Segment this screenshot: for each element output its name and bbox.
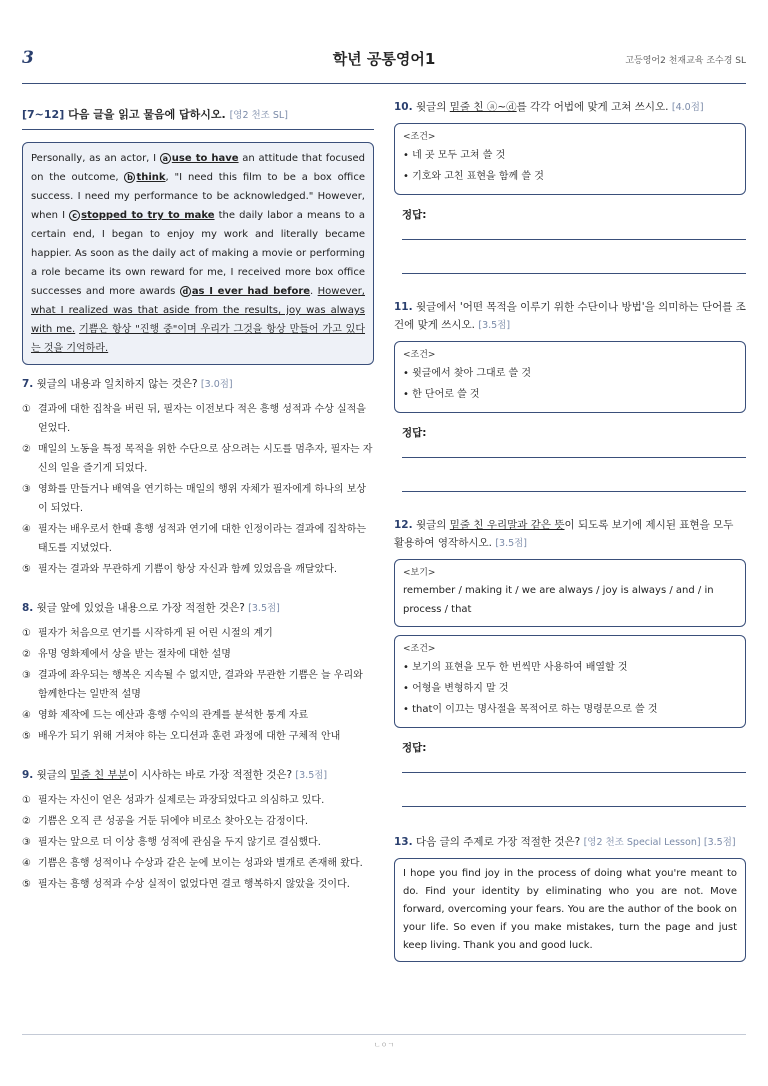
condition-item: • 네 곳 모두 고쳐 쓸 것 bbox=[403, 150, 506, 161]
question-tag: [영2 천조 Special Lesson] bbox=[583, 837, 701, 848]
question-10 bbox=[394, 98, 746, 274]
condition-item: • 어형을 변형하지 말 것 bbox=[403, 683, 509, 694]
option-number: ① bbox=[22, 628, 31, 639]
points: [3.5점] bbox=[295, 770, 328, 781]
question-stem bbox=[22, 766, 374, 785]
option[interactable] bbox=[22, 400, 374, 438]
stem-text: 윗글에서 '어떤 목적을 이루기 위한 수단이나 방법'을 의미하는 단어를 조건에 맞게 쓰시오. bbox=[394, 301, 746, 331]
option[interactable] bbox=[22, 875, 374, 894]
answer-label: 정답: bbox=[402, 209, 427, 221]
condition-label: <조건> bbox=[403, 644, 436, 654]
passage-text: an attitude that focused on the outcome, bbox=[31, 153, 365, 183]
option[interactable] bbox=[22, 645, 374, 664]
option-text: 유명 영화제에서 상을 받는 절차에 대한 설명 bbox=[38, 649, 231, 660]
question-stem bbox=[22, 599, 374, 618]
section-instruction: 다음 글을 읽고 물음에 답하시오. bbox=[68, 108, 226, 121]
answer-line[interactable] bbox=[402, 240, 746, 274]
stem-underline: 밑줄 친 부분 bbox=[70, 769, 128, 781]
option[interactable] bbox=[22, 854, 374, 873]
underline-a: use to have bbox=[171, 153, 239, 164]
points: [4.0점] bbox=[671, 102, 704, 113]
question-8 bbox=[22, 599, 374, 746]
points: [3.5점] bbox=[703, 837, 736, 848]
page-number: 3 bbox=[22, 48, 34, 68]
stem-text: 이 되도록 보기에 제시된 표현을 모두 활용하여 영작하시오. bbox=[394, 519, 734, 549]
mark-a: a bbox=[160, 153, 171, 164]
answer-label: 정답: bbox=[402, 742, 427, 754]
footer-mark: ㄴㅇㄱ bbox=[373, 1041, 395, 1049]
condition-text: 네 곳 모두 고쳐 쓸 것 bbox=[412, 150, 506, 161]
section-heading bbox=[22, 106, 374, 130]
option-number: ④ bbox=[22, 858, 31, 869]
stem-text: 윗글의 bbox=[415, 519, 450, 531]
option-text: 배우가 되기 위해 거쳐야 하는 오디션과 훈련 과정에 대한 구체적 안내 bbox=[38, 731, 341, 742]
condition-text: 어형을 변형하지 말 것 bbox=[412, 683, 509, 694]
question-number: 9. bbox=[22, 769, 34, 781]
stem-underline: 밑줄 친 우리말과 같은 뜻 bbox=[449, 519, 565, 531]
option[interactable] bbox=[22, 560, 374, 579]
condition-item: • 한 단어로 쓸 것 bbox=[403, 389, 480, 400]
stem-underline: 밑줄 친 ⓐ~ⓓ bbox=[449, 101, 517, 113]
question-7 bbox=[22, 375, 374, 579]
condition-label: <조건> bbox=[403, 132, 436, 142]
option-number: ⑤ bbox=[22, 879, 31, 890]
underline-d: as I ever had before bbox=[191, 286, 311, 297]
condition-box bbox=[394, 341, 746, 413]
page-title: 학년 공통영어1 bbox=[332, 50, 436, 68]
option-number: ③ bbox=[22, 484, 31, 495]
option-number: ④ bbox=[22, 710, 31, 721]
question-number: 11. bbox=[394, 301, 413, 313]
mark-d: d bbox=[180, 286, 191, 297]
option-text: 매일의 노동을 특정 목적을 위한 수단으로 삼으려는 시도를 멈추자, 필자는 자신의 일을 즐기게 되었다. bbox=[38, 444, 373, 474]
question-number: 12. bbox=[394, 519, 413, 531]
mark-b: b bbox=[124, 172, 135, 183]
option[interactable] bbox=[22, 706, 374, 725]
option-text: 기쁨은 흥행 성적이나 수상과 같은 눈에 보이는 성과와 별개로 존재해 왔다. bbox=[38, 858, 363, 869]
question-stem bbox=[394, 298, 746, 335]
condition-text: that이 이끄는 명사절을 목적어로 하는 명령문으로 쓸 것 bbox=[412, 704, 658, 715]
option-number: ② bbox=[22, 444, 31, 455]
section-tag: [영2 천조 SL] bbox=[229, 110, 288, 121]
question-13 bbox=[394, 833, 746, 962]
korean-underline: 기쁨은 항상 "진행 중"이며 우리가 그것을 항상 만들어 가고 있다는 것을 기억하라. bbox=[31, 324, 366, 354]
answer-label: 정답: bbox=[402, 427, 427, 439]
condition-text: 윗글에서 찾아 그대로 쓸 것 bbox=[412, 368, 532, 379]
passage-text: the daily labor a means to a certain end, I began to enjoy my work and literally became happier. As soon as the daily act of making a movie or performing a role became its own reward for me, I received more box office successes and more awards bbox=[31, 210, 365, 297]
condition-text: 보기의 표현을 모두 한 번씩만 사용하여 배열할 것 bbox=[412, 662, 628, 673]
condition-label: <조건> bbox=[403, 350, 436, 360]
passage-text: I hope you find joy in the process of doing what you're meant to do. Find your identity by eliminating who you are not. Move forward, overcoming your fears. You are the author of the book on your life. So even if you make mistakes, turn the page and just keep living. Thank you and good luck. bbox=[403, 868, 737, 951]
option-text: 결과에 좌우되는 행복은 지속될 수 없지만, 결과와 무관한 기쁨은 늘 우리와 함께한다는 일반적 설명 bbox=[38, 670, 363, 700]
question-9 bbox=[22, 766, 374, 894]
answer-line[interactable] bbox=[402, 440, 746, 458]
points: [3.5점] bbox=[495, 538, 528, 549]
option[interactable] bbox=[22, 727, 374, 746]
question-stem bbox=[22, 375, 374, 394]
passage-box bbox=[394, 858, 746, 962]
question-11 bbox=[394, 298, 746, 492]
underlined-sentence: However, what I realized was that aside from the results, joy was always with me. bbox=[31, 286, 365, 335]
option-text: 필자는 배우로서 한때 흥행 성적과 연기에 대한 인정이라는 결과에 집착하는 태도를 지녔었다. bbox=[38, 524, 367, 554]
option-number: ① bbox=[22, 795, 31, 806]
answer-line[interactable] bbox=[402, 773, 746, 807]
stem-text: 를 각각 어법에 맞게 고쳐 쓰시오. bbox=[516, 101, 669, 113]
question-number: 10. bbox=[394, 101, 413, 113]
question-number: 7. bbox=[22, 378, 34, 390]
condition-item: • that이 이끄는 명사절을 목적어로 하는 명령문으로 쓸 것 bbox=[403, 704, 658, 715]
answer-line[interactable] bbox=[402, 755, 746, 773]
page-header bbox=[22, 44, 746, 84]
option-text: 필자는 흥행 성적과 수상 실적이 없었다면 결코 행복하지 않았을 것이다. bbox=[38, 879, 350, 890]
underline-c: stopped to try to make bbox=[81, 210, 215, 221]
answer-line[interactable] bbox=[402, 222, 746, 240]
question-number: 8. bbox=[22, 602, 34, 614]
stem-text: 이 시사하는 바로 가장 적절한 것은? bbox=[127, 769, 293, 781]
option-text: 영화 제작에 드는 예산과 흥행 수익의 관계를 분석한 통계 자료 bbox=[38, 710, 309, 721]
page-meta: 고등영어2 천재교육 조수경 SL bbox=[625, 56, 746, 66]
question-stem bbox=[394, 98, 746, 117]
stem-text: 윗글 앞에 있었을 내용으로 가장 적절한 것은? bbox=[36, 602, 245, 614]
option-text: 결과에 대한 집착을 버린 뒤, 필자는 이전보다 적은 흥행 성적과 수상 실적을 얻었다. bbox=[38, 404, 366, 434]
question-number: 13. bbox=[394, 836, 413, 848]
passage-text: Personally, as an actor, I bbox=[31, 153, 160, 164]
option[interactable] bbox=[22, 791, 374, 810]
option-number: ④ bbox=[22, 524, 31, 535]
option-text: 필자가 처음으로 연기를 시작하게 된 어린 시절의 계기 bbox=[38, 628, 273, 639]
option-number: ② bbox=[22, 816, 31, 827]
passage-text: . bbox=[310, 286, 318, 297]
option-text: 영화를 만들거나 배역을 연기하는 매일의 행위 자체가 필자에게 하나의 보상이 되었다. bbox=[38, 484, 367, 514]
option-number: ⑤ bbox=[22, 731, 31, 742]
option[interactable] bbox=[22, 833, 374, 852]
option[interactable] bbox=[22, 666, 374, 704]
points: [3.5점] bbox=[478, 320, 511, 331]
option[interactable] bbox=[22, 480, 374, 518]
option-number: ③ bbox=[22, 837, 31, 848]
points: [3.0점] bbox=[200, 379, 233, 390]
question-12 bbox=[394, 516, 746, 807]
passage-text: , "I need this film to be a box office success. I need my performance to be acknowledged." However, when I bbox=[31, 172, 366, 221]
option-number: ② bbox=[22, 649, 31, 660]
option-number: ① bbox=[22, 404, 31, 415]
option[interactable] bbox=[22, 624, 374, 643]
stem-text: 다음 글의 주제로 가장 적절한 것은? bbox=[415, 836, 581, 848]
stem-text: 윗글의 bbox=[36, 769, 71, 781]
stem-text: 윗글의 내용과 일치하지 않는 것은? bbox=[36, 378, 198, 390]
bogi-text: remember / making it / we are always / joy is always / and / in process / that bbox=[403, 585, 714, 615]
bogi-box bbox=[394, 559, 746, 627]
points: [3.5점] bbox=[248, 603, 280, 614]
option[interactable] bbox=[22, 520, 374, 558]
condition-text: 기호와 고친 표현을 함께 쓸 것 bbox=[412, 171, 544, 182]
option-number: ⑤ bbox=[22, 564, 31, 575]
mark-c: c bbox=[69, 210, 80, 221]
bogi-label: <보기> bbox=[403, 568, 436, 578]
option-text: 필자는 결과와 무관하게 기쁨이 항상 자신과 함께 있었음을 깨달았다. bbox=[38, 564, 338, 575]
condition-item: • 윗글에서 찾아 그대로 쓸 것 bbox=[403, 368, 532, 379]
condition-text: 한 단어로 쓸 것 bbox=[412, 389, 480, 400]
option[interactable] bbox=[22, 812, 374, 831]
right-column bbox=[394, 98, 746, 982]
condition-box bbox=[394, 635, 746, 728]
question-stem bbox=[394, 833, 746, 852]
underline-b: think bbox=[136, 172, 166, 183]
option-number: ③ bbox=[22, 670, 31, 681]
section-range: [7~12] bbox=[22, 108, 65, 121]
left-column bbox=[22, 98, 374, 914]
condition-box bbox=[394, 123, 746, 195]
condition-item: • 보기의 표현을 모두 한 번씩만 사용하여 배열할 것 bbox=[403, 662, 628, 673]
option[interactable] bbox=[22, 440, 374, 478]
option-text: 필자는 자신이 얻은 성과가 실제로는 과장되었다고 의심하고 있다. bbox=[38, 795, 325, 806]
reading-passage bbox=[22, 142, 374, 365]
option-text: 필자는 앞으로 더 이상 흥행 성적에 관심을 두지 않기로 결심했다. bbox=[38, 837, 321, 848]
footer-divider bbox=[22, 1034, 746, 1035]
option-text: 기쁨은 오직 큰 성공을 거둔 뒤에야 비로소 찾아오는 감정이다. bbox=[38, 816, 309, 827]
answer-line[interactable] bbox=[402, 458, 746, 492]
stem-text: 윗글의 bbox=[415, 101, 450, 113]
question-stem bbox=[394, 516, 746, 553]
condition-item: • 기호와 고친 표현을 함께 쓸 것 bbox=[403, 171, 544, 182]
